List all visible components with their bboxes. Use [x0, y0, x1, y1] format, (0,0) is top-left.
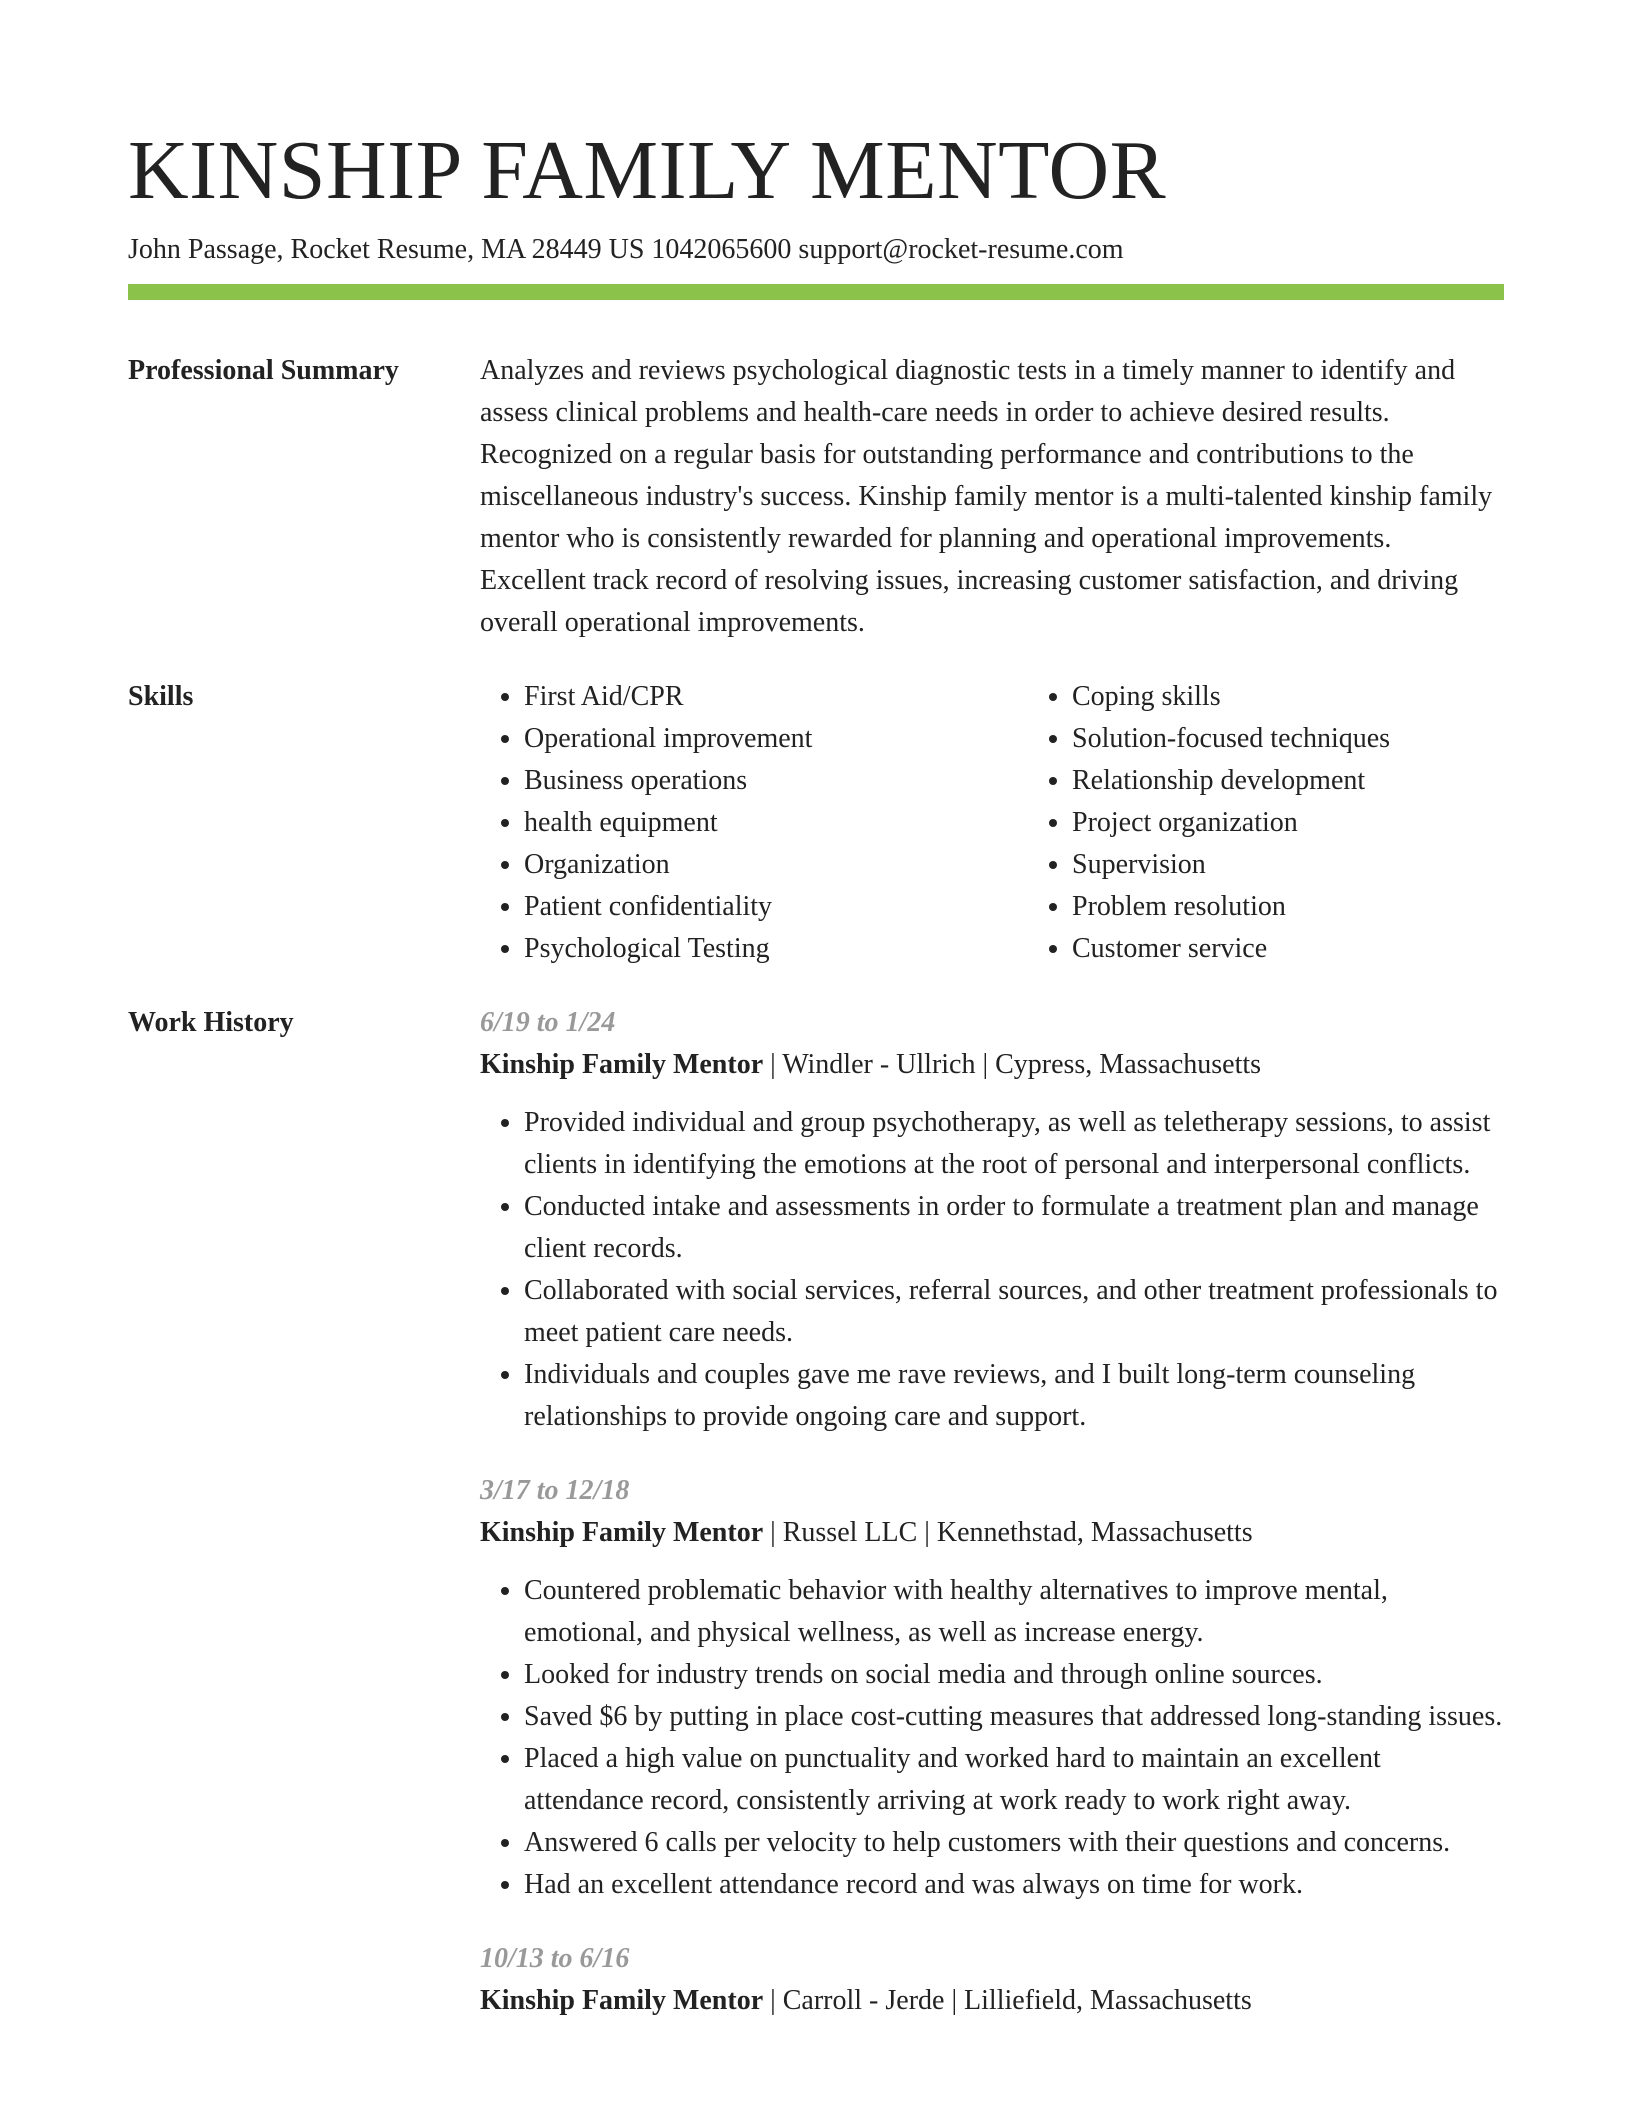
skill-item: • Customer service [1072, 928, 1576, 970]
job-employer-location: | Windler - Ullrich | Cypress, Massachusetts [763, 1049, 1262, 1080]
summary-body [480, 350, 1504, 644]
job-bullet: • Countered problematic behavior with healthy alternatives to improve mental, emotional, and physical wellness, as well as increase energy. [524, 1570, 1504, 1654]
work-history-section [128, 1002, 1504, 2054]
skills-list-right [1028, 676, 1576, 970]
job-dates: 6/19 to 1/24 [480, 1007, 616, 1038]
skill-item: • Relationship development [1072, 760, 1576, 802]
skill-item: • Business operations [524, 760, 1028, 802]
job-bullet: • Saved $6 by putting in place cost-cutting measures that addressed long-standing issues. [524, 1696, 1504, 1738]
job-bullets [480, 1102, 1504, 1438]
skill-item: • Organization [524, 844, 1028, 886]
job-title: Kinship Family Mentor [480, 1049, 764, 1080]
skill-item: • Solution-focused techniques [1072, 718, 1576, 760]
job-bullet: • Individuals and couples gave me rave reviews, and I built long-term counseling relationships to provide ongoing care and support. [524, 1354, 1504, 1438]
job-title-line [480, 1980, 1504, 2022]
job-employer-location: | Russel LLC | Kennethstad, Massachusetts [763, 1517, 1253, 1548]
summary-text: Analyzes and reviews psychological diagnostic tests in a timely manner to identify and assess clinical problems and health-care needs in order to achieve desired results. Recognized on a regular basis for outstanding performance and contributions to the miscellaneous industry's success. Kinship family mentor is a multi-talented kinship family mentor who is consistently rewarded for planning and operational improvements. Excellent track record of resolving issues, increasing customer satisfaction, and driving overall operational improvements. [480, 355, 1493, 638]
resume-page [128, 0, 1504, 2054]
skill-item: • Coping skills [1072, 676, 1576, 718]
job-bullet: • Provided individual and group psychotherapy, as well as teletherapy sessions, to assist clients in identifying the emotions at the root of personal and interpersonal conflicts. [524, 1102, 1504, 1186]
job-bullets [480, 1570, 1504, 1906]
skill-item: • Patient confidentiality [524, 886, 1028, 928]
job-entry [480, 1470, 1504, 1906]
contact-line: John Passage, Rocket Resume, MA 28449 US 1042065600 support@rocket-resume.com [128, 234, 1124, 265]
skills-body [480, 676, 1576, 970]
job-entry [480, 1002, 1504, 1438]
job-dates: 3/17 to 12/18 [480, 1475, 630, 1506]
job-employer-location: | Carroll - Jerde | Lilliefield, Massachusetts [763, 1985, 1252, 2016]
job-bullet: • Collaborated with social services, referral sources, and other treatment professionals to meet patient care needs. [524, 1270, 1504, 1354]
job-title-line [480, 1044, 1504, 1086]
job-title-line [480, 1512, 1504, 1554]
skills-list-left [480, 676, 1028, 970]
job-entry [480, 1938, 1504, 2022]
summary-label: Professional Summary [128, 355, 399, 386]
header-divider [128, 284, 1504, 300]
skills-label: Skills [128, 681, 194, 712]
job-bullet: • Placed a high value on punctuality and worked hard to maintain an excellent attendance record, consistently arriving at work ready to work right away. [524, 1738, 1504, 1822]
skill-item: • Problem resolution [1072, 886, 1576, 928]
job-bullet: • Answered 6 calls per velocity to help customers with their questions and concerns. [524, 1822, 1504, 1864]
summary-section [128, 350, 1504, 644]
skill-item: • Psychological Testing [524, 928, 1028, 970]
skill-item: • health equipment [524, 802, 1028, 844]
job-dates: 10/13 to 6/16 [480, 1943, 630, 1974]
skill-item: • Project organization [1072, 802, 1576, 844]
job-bullet: • Looked for industry trends on social media and through online sources. [524, 1654, 1504, 1696]
job-title: Kinship Family Mentor [480, 1517, 764, 1548]
resume-name: KINSHIP FAMILY MENTOR [128, 124, 1167, 217]
skill-item: • Operational improvement [524, 718, 1028, 760]
job-bullet: • Had an excellent attendance record and was always on time for work. [524, 1864, 1504, 1906]
skills-section [128, 676, 1504, 970]
job-bullet: • Conducted intake and assessments in order to formulate a treatment plan and manage client records. [524, 1186, 1504, 1270]
skill-item: • First Aid/CPR [524, 676, 1028, 718]
work-history-body [480, 1002, 1504, 2054]
skill-item: • Supervision [1072, 844, 1576, 886]
skills-columns [480, 676, 1576, 970]
job-title: Kinship Family Mentor [480, 1985, 764, 2016]
work-history-label: Work History [128, 1007, 294, 1038]
